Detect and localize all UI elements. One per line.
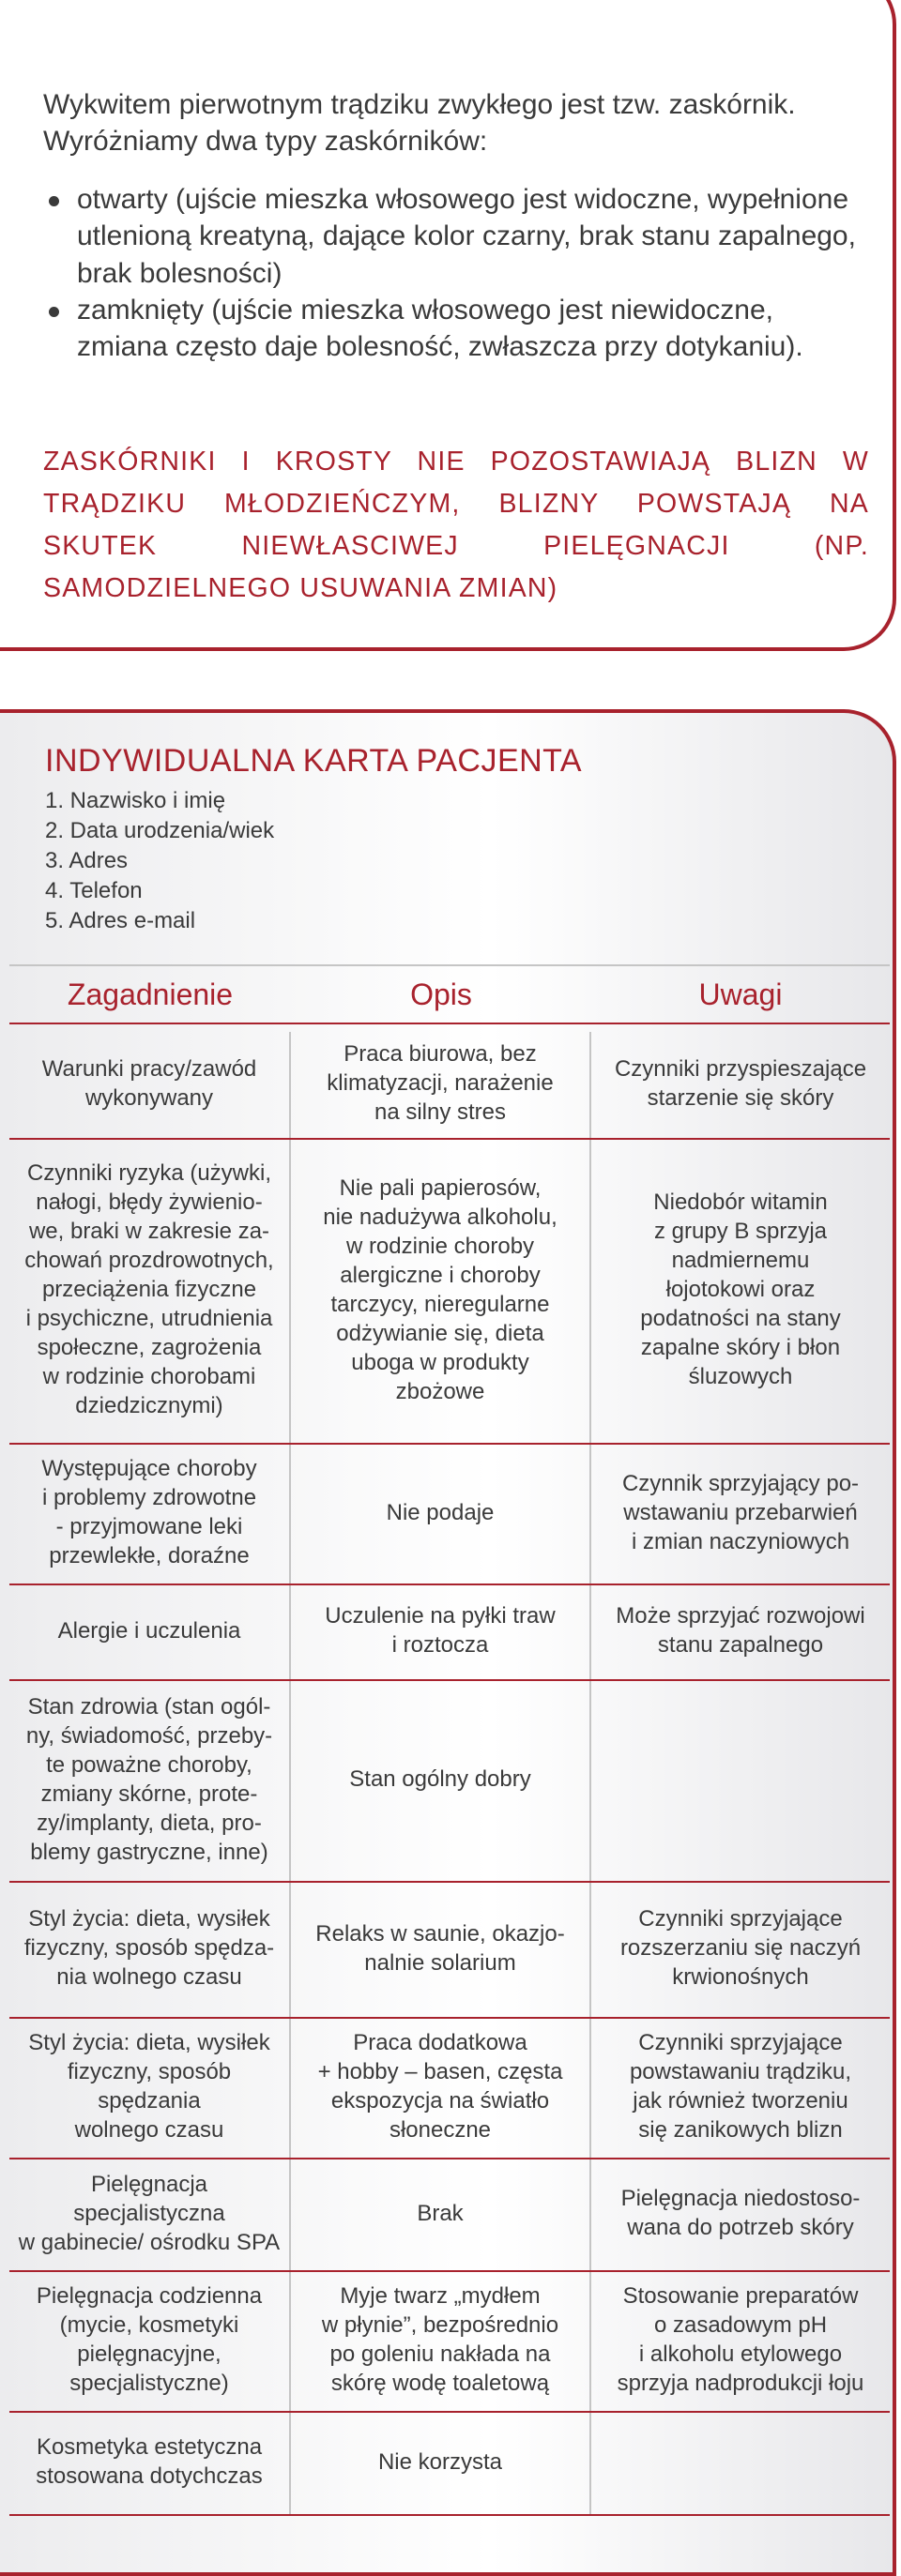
topic-cell xyxy=(9,1032,291,1140)
notes-cell xyxy=(591,1681,890,1883)
field-name: 1. Nazwisko i imię xyxy=(45,788,226,813)
description-cell xyxy=(291,1140,591,1445)
comedone-type-open: otwarty (ujście mieszka włosowego jest widoczne, wypełnione utlenioną kreatyną, dające kolor czarny, brak stanu zapalnego, brak bolesności) xyxy=(43,181,869,292)
description-cell xyxy=(291,2159,591,2272)
card-title: INDYWIDUALNA KARTA PACJENTA xyxy=(45,743,583,779)
table-row xyxy=(9,1883,890,2019)
notes-cell xyxy=(591,2272,890,2413)
description-text: Stan ogólny dobry xyxy=(349,1766,531,1792)
topic-cell xyxy=(9,2413,291,2516)
description-text: Praca dodatkowa + hobby – basen, częsta ekspozycja na światło słoneczne xyxy=(317,2030,563,2143)
description-text: Nie pali papierosów, nie nadużywa alkoholu, w rodzinie choroby alergiczne i choroby tarczycy, nieregularne odżywianie się, dieta uboga w produkty zbożowe xyxy=(323,1174,557,1404)
header-notes: Uwagi xyxy=(698,977,783,1011)
notes-text: Czynniki sprzyjające rozszerzaniu się naczyń krwionośnych xyxy=(619,1906,862,1990)
notes-cell xyxy=(591,2019,890,2159)
notes-cell xyxy=(591,1140,890,1445)
notes-cell xyxy=(591,1032,890,1140)
table-row xyxy=(9,1681,890,1883)
header-description: Opis xyxy=(410,977,472,1011)
notes-text: Czynnik sprzyjający po- wstawaniu przebarwień i zmian naczyniowych xyxy=(621,1470,860,1554)
topic-text: Pielęgnacja specjalistyczna w gabinecie/ ośrodku SPA xyxy=(18,2171,281,2255)
description-cell xyxy=(291,2413,591,2516)
table-row xyxy=(9,2413,890,2516)
notes-cell xyxy=(591,1585,890,1681)
description-cell xyxy=(291,1032,591,1140)
description-text: Nie korzysta xyxy=(377,2448,503,2475)
description-cell xyxy=(291,2272,591,2413)
description-text: Brak xyxy=(417,2200,464,2226)
notes-text: Czynniki sprzyjające powstawaniu trądziku, jak również tworzeniu się zanikowych blizn xyxy=(629,2030,852,2143)
topic-cell xyxy=(9,2159,291,2272)
topic-cell xyxy=(9,1883,291,2019)
table-row xyxy=(9,1140,890,1445)
notes-text: Stosowanie preparatów o zasadowym pH i alkoholu etylowego sprzyja nadprodukcji łoju xyxy=(617,2283,864,2396)
topic-text: Alergie i uczulenia xyxy=(57,1617,241,1644)
description-cell xyxy=(291,1585,591,1681)
topic-text: Styl życia: dieta, wysiłek fizyczny, sposób spędza- nia wolnego czasu xyxy=(23,1906,275,1990)
notes-text: Pielęgnacja niedostoso- wana do potrzeb skóry xyxy=(620,2186,861,2240)
table-row xyxy=(9,2019,890,2159)
topic-text: Kosmetyka estetyczna stosowana dotychczas xyxy=(36,2434,263,2489)
table-row xyxy=(9,1585,890,1681)
topic-text: Stan zdrowia (stan ogól- ny, świadomość, przeby- te poważne choroby, zmiany skórne, prote- zy/implanty, dieta, pro- blemy gastryczne, inne) xyxy=(25,1693,273,1865)
patient-table xyxy=(9,964,890,2516)
description-text: Relaks w saunie, okazjo- nalnie solarium xyxy=(315,1920,565,1976)
table-header xyxy=(9,964,890,1024)
field-address: 3. Adres xyxy=(45,848,129,873)
topic-text: Styl życia: dieta, wysiłek fizyczny, sposób spędzania wolnego czasu xyxy=(28,2030,270,2143)
field-birthdate: 2. Data urodzenia/wiek xyxy=(45,818,275,843)
topic-text: Czynniki ryzyka (używki, nałogi, błędy żywienio- we, braki w zakresie za- chowań prozdrowotnych, przeciążenia fizyczne i psychiczne, utrudnienia społeczne, zagrożenia w rodzinie chorobami dziedzicznymi) xyxy=(24,1160,274,1418)
warning-text: ZASKÓRNIKI I KROSTY NIE POZOSTAWIAJĄ BLIZN W TRĄDZIKU MŁODZIEŃCZYM, BLIZNY POWSTAJĄ NA SKUTEK NIEWŁASCIWEJ PIELĘGNACJI (NP. SAMODZIELNEGO USUWANIA ZMIAN) xyxy=(43,447,869,604)
notes-text: Może sprzyjać rozwojowi stanu zapalnego xyxy=(616,1603,865,1658)
notes-cell xyxy=(591,2159,890,2272)
notes-text: Niedobór witamin z grupy B sprzyja nadmiernemu łojotokowi oraz podatności na stany zapalne skóry i błon śluzowych xyxy=(640,1190,841,1389)
header-topic: Zagadnienie xyxy=(67,977,234,1011)
patient-fields-list xyxy=(45,786,274,936)
topic-text: Warunki pracy/zawód wykonywany xyxy=(41,1055,257,1111)
notes-cell xyxy=(591,1445,890,1585)
description-cell xyxy=(291,2019,591,2159)
field-phone: 4. Telefon xyxy=(45,878,143,903)
table-row xyxy=(9,1445,890,1585)
topic-cell xyxy=(9,1681,291,1883)
description-cell xyxy=(291,1681,591,1883)
topic-text: Pielęgnacja codzienna (mycie, kosmetyki pielęgnacyjne, specjalistyczne) xyxy=(36,2283,263,2396)
topic-cell xyxy=(9,1140,291,1445)
comedone-types-list xyxy=(43,181,869,365)
topic-text: Występujące choroby i problemy zdrowotne - przyjmowane leki przewlekłe, doraźne xyxy=(41,1456,257,1568)
notes-text: Czynniki przyspieszające starzenie się skóry xyxy=(614,1055,867,1111)
topic-cell xyxy=(9,1445,291,1585)
table-row xyxy=(9,1032,890,1140)
description-text: Nie podaje xyxy=(386,1499,495,1525)
notes-cell xyxy=(591,2413,890,2516)
table-row xyxy=(9,2159,890,2272)
description-text: Praca biurowa, bez klimatyzacji, narażenie na silny stres xyxy=(327,1041,554,1125)
topic-cell xyxy=(9,2272,291,2413)
intro-text: Wykwitem pierwotnym trądziku zwykłego jest tzw. zaskórnik. Wyróżniamy dwa typy zaskórników: xyxy=(43,89,796,157)
description-text: Myje twarz „mydłem w płynie”, bezpośrednio po goleniu nakłada na skórę wodę toaletową xyxy=(321,2283,559,2396)
description-cell xyxy=(291,1883,591,2019)
description-text: Uczulenie na pyłki traw i roztocza xyxy=(325,1603,556,1658)
table-row xyxy=(9,2272,890,2413)
description-cell xyxy=(291,1445,591,1585)
field-email: 5. Adres e-mail xyxy=(45,908,196,933)
table-body xyxy=(9,1032,890,2516)
topic-cell xyxy=(9,1585,291,1681)
notes-cell xyxy=(591,1883,890,2019)
comedone-type-closed: zamknięty (ujście mieszka włosowego jest niewidoczne, zmiana często daje bolesność, zwłaszcza przy dotykaniu). xyxy=(43,292,869,366)
topic-cell xyxy=(9,2019,291,2159)
